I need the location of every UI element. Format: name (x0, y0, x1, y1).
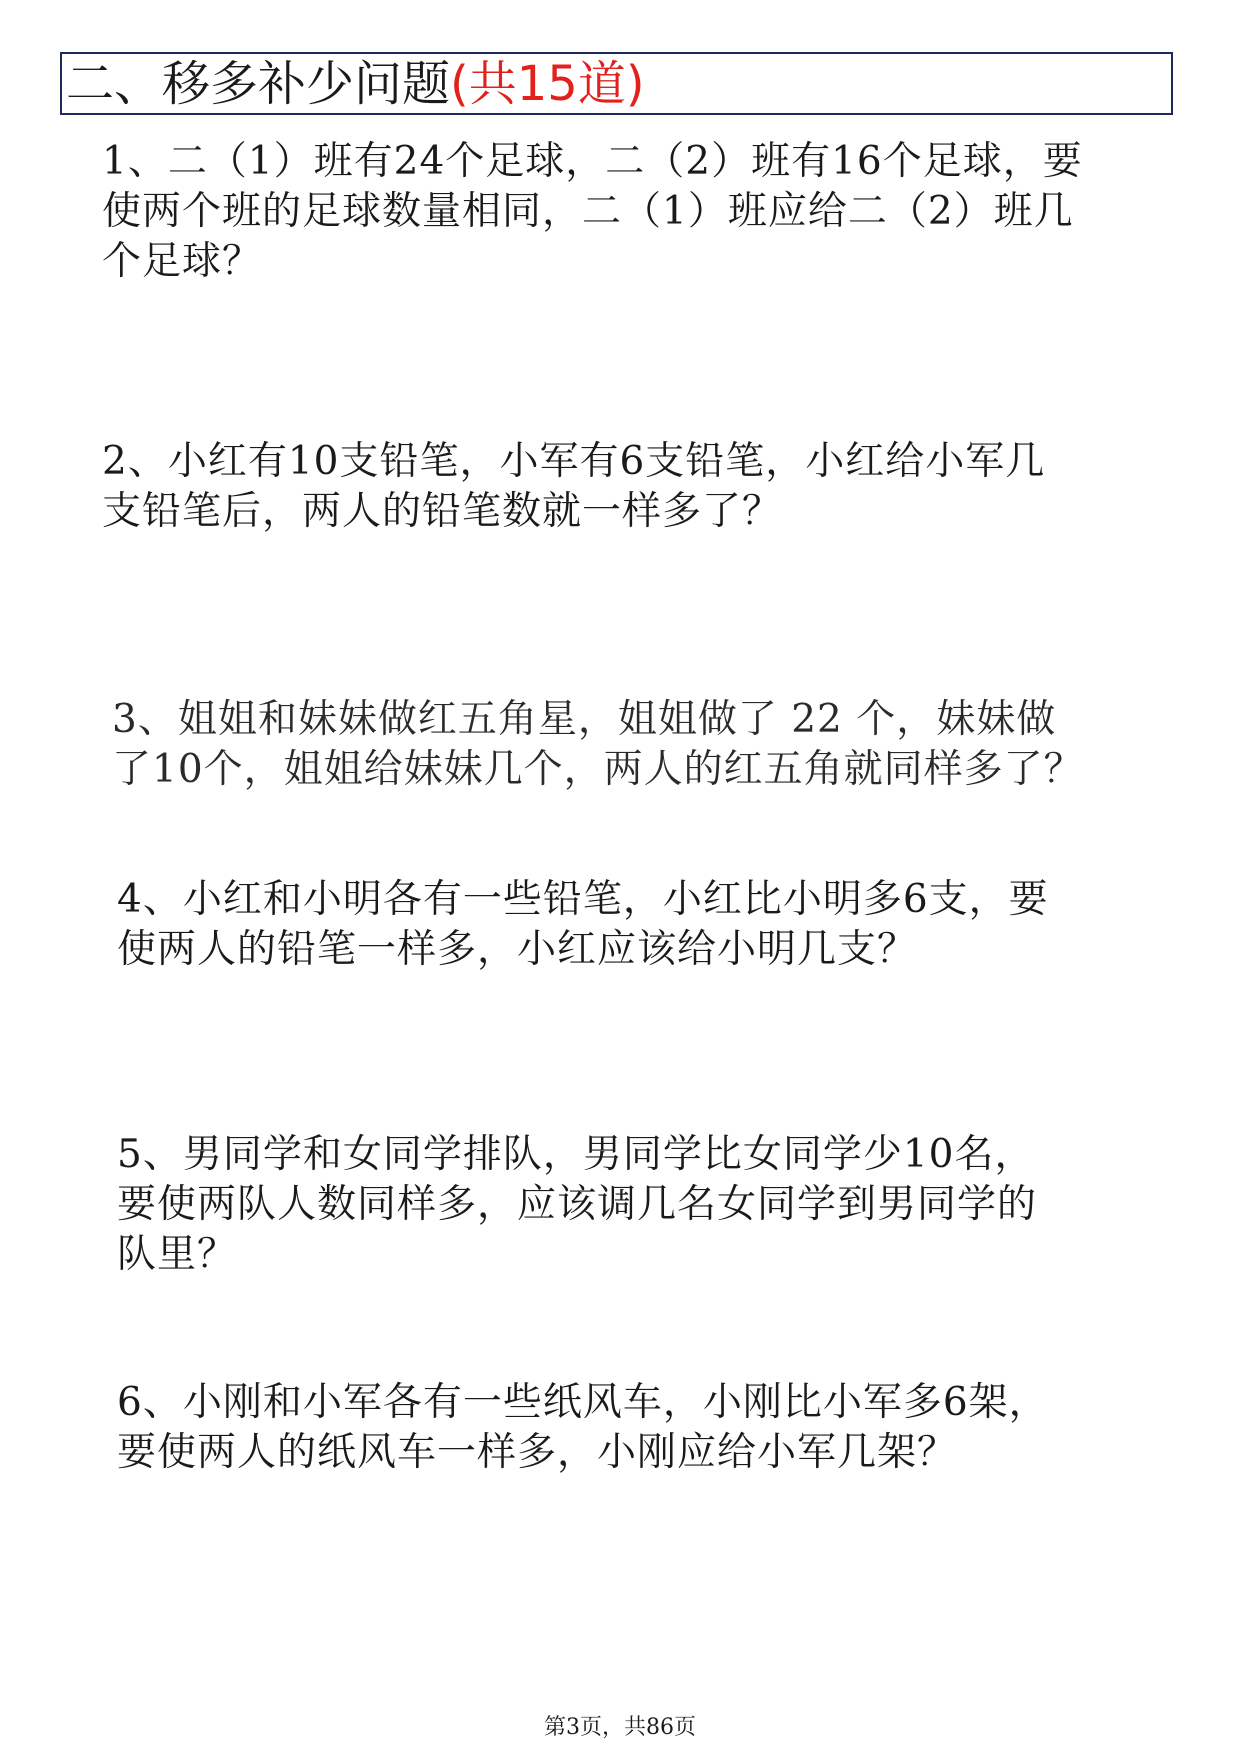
question-line: 6、小刚和小军各有一些纸风车，小刚比小军多6架， (117, 1380, 1049, 1425)
question-line: 使两个班的足球数量相同，二（1）班应给二（2）班几 (102, 189, 1074, 234)
page-number: 第3页，共86页 (544, 1715, 696, 1740)
question-line: 使两人的铅笔一样多，小红应该给小明几支？ (117, 927, 918, 972)
question-line: 2、小红有10支铅笔，小军有6支铅笔，小红给小军几 (102, 439, 1046, 484)
question-line: 4、小红和小明各有一些铅笔，小红比小明多6支，要 (117, 877, 1049, 922)
section-title-text: 二、移多补少问题 (66, 55, 451, 112)
question-line: 5、男同学和女同学排队，男同学比女同学少10名， (117, 1132, 1035, 1177)
question-line: 个足球？ (102, 239, 263, 284)
question-line: 要使两人的纸风车一样多，小刚应给小军几架？ (117, 1430, 958, 1475)
question-count: (共15道) (450, 55, 645, 112)
question-line: 队里？ (117, 1232, 238, 1277)
question-line: 要使两队人数同样多，应该调几名女同学到男同学的 (117, 1182, 1038, 1227)
question-5 (117, 1130, 1037, 1280)
question-1 (102, 137, 1083, 287)
question-line: 了10个，姐姐给妹妹几个，两人的红五角就同样多了？ (112, 747, 1084, 792)
question-line: 3、姐姐和妹妹做红五角星，姐姐做了 22 个，妹妹做 (112, 697, 1057, 742)
question-4 (117, 875, 1049, 975)
question-6 (117, 1378, 1049, 1478)
question-2 (102, 437, 1045, 537)
question-3 (112, 695, 1084, 795)
question-line: 支铅笔后，两人的铅笔数就一样多了？ (102, 489, 783, 534)
section-title (60, 52, 1173, 115)
question-line: 1、二（1）班有24个足球，二（2）班有16个足球，要 (102, 139, 1083, 184)
